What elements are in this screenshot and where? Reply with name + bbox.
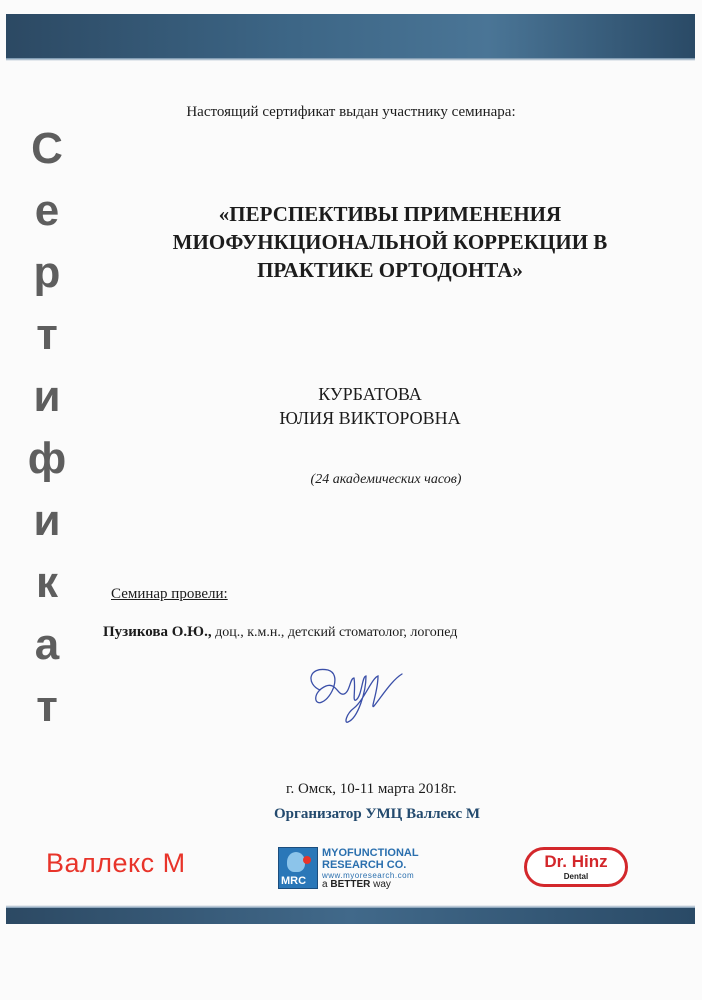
mrc-tag-bold: BETTER (330, 879, 371, 890)
seminar-title-line: ПРАКТИКЕ ОРТОДОНТА» (257, 258, 523, 282)
vertical-letter: т (36, 310, 58, 359)
vertical-title (16, 118, 78, 738)
top-decorative-bar (6, 14, 695, 58)
bottom-decorative-bar (6, 908, 695, 924)
vertical-letter: т (36, 682, 58, 731)
signature (298, 648, 408, 728)
mrc-tag-prefix: a (322, 879, 331, 890)
mrc-line2: RESEARCH CO. (322, 859, 407, 871)
conducted-label: Семинар провели: (111, 586, 228, 602)
seminar-title-line: «ПЕРСПЕКТИВЫ ПРИМЕНЕНИЯ (218, 202, 562, 226)
vertical-letter: к (35, 558, 59, 607)
vallex-logo: Валлекс М (46, 848, 186, 878)
mrc-mark-icon (278, 847, 318, 889)
head-silhouette-icon (287, 852, 305, 872)
mrc-tag-suffix: way (370, 879, 391, 890)
seminar-title-line: МИОФУНКЦИОНАЛЬНОЙ КОРРЕКЦИИ В (172, 230, 608, 254)
intro-text: Настоящий сертификат выдан участнику семинара: (186, 104, 516, 120)
mrc-tagline (322, 879, 391, 890)
vertical-letter: е (34, 186, 60, 235)
hours-note: (24 академических часов) (310, 472, 462, 487)
vertical-letter: С (31, 124, 63, 173)
participant-given-names: ЮЛИЯ ВИКТОРОВНА (279, 408, 461, 428)
vertical-letter: р (33, 248, 61, 297)
vertical-letter: ф (27, 434, 67, 483)
hinz-sub: Dental (563, 872, 589, 881)
presenter-name: Пузикова О.Ю., (103, 624, 212, 640)
presenter-line (103, 624, 457, 641)
vertical-letter: и (33, 496, 61, 545)
mrc-mark-text: MRC (281, 875, 307, 887)
dot-icon (303, 856, 311, 864)
vertical-letter: и (33, 372, 61, 421)
dr-hinz-logo (524, 847, 628, 887)
vertical-letter: а (34, 620, 60, 669)
participant-name (170, 382, 570, 430)
mrc-url: www.myoresearch.com (322, 871, 415, 880)
seminar-title (110, 200, 670, 284)
mrc-line1: MYOFUNCTIONAL (322, 847, 419, 859)
mrc-logo (278, 847, 444, 891)
hinz-brand: Dr. Hinz (544, 852, 608, 871)
place-date: г. Омск, 10-11 марта 2018г. (286, 781, 457, 797)
organizer: Организатор УМЦ Валлекс М (274, 806, 481, 822)
participant-surname: КУРБАТОВА (318, 384, 422, 404)
presenter-details: доц., к.м.н., детский стоматолог, логопед (211, 625, 458, 640)
